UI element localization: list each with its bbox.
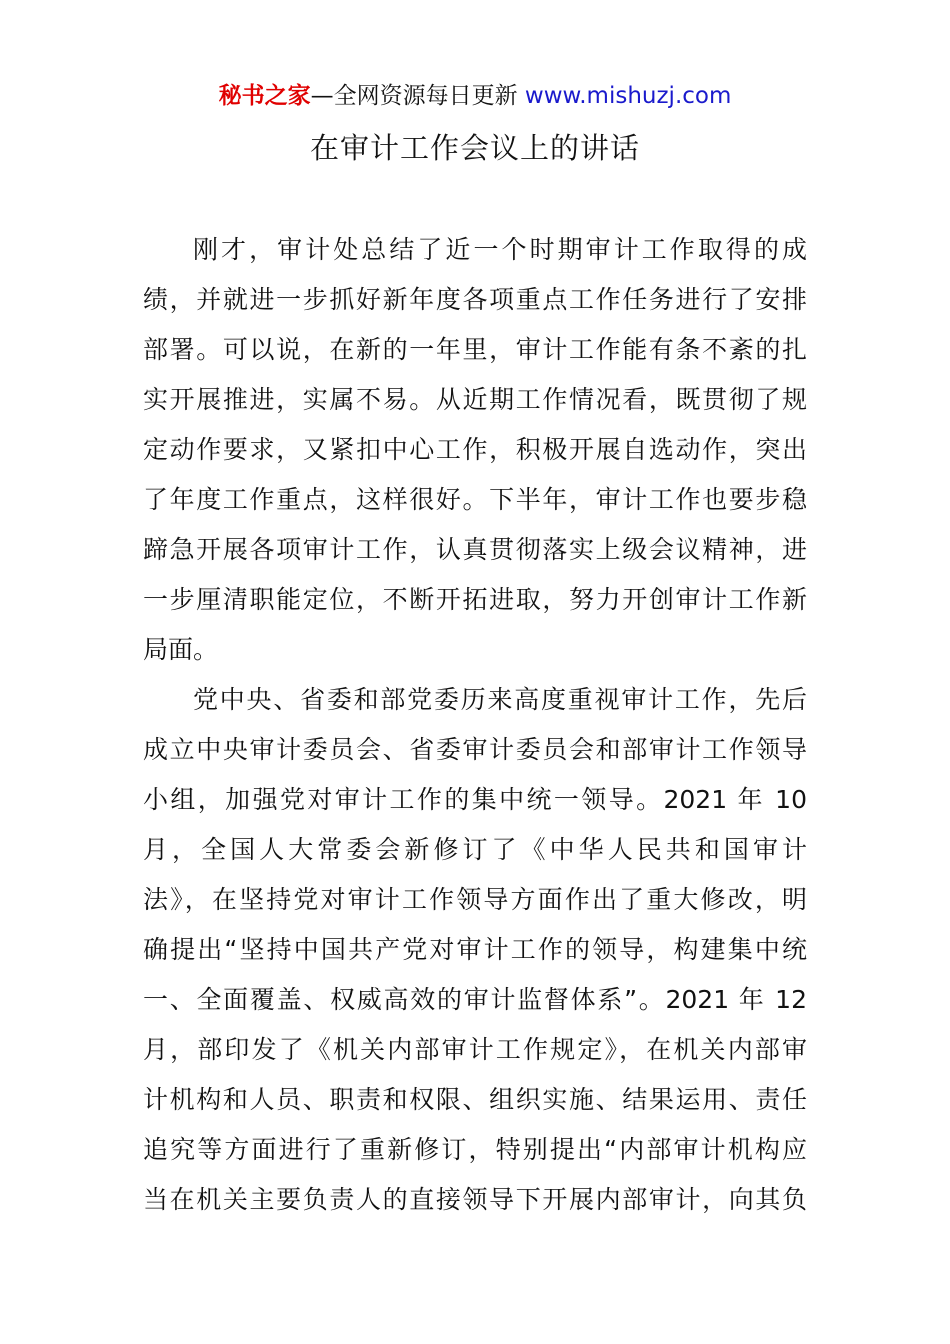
text-line: 部署。可以说，在新的一年里，审计工作能有条不紊的扎 [143, 335, 807, 364]
text-line: 定动作要求，又紧扣中心工作，积极开展自选动作，突出 [143, 435, 807, 464]
text-line: 法》，在坚持党对审计工作领导方面作出了重大修改，明 [143, 885, 807, 914]
site-tagline: —全网资源每日更新 [310, 83, 518, 109]
document-body [143, 225, 807, 1225]
text-line: 月，部印发了《机关内部审计工作规定》，在机关内部审 [143, 1035, 807, 1064]
text-line: 一步厘清职能定位，不断开拓进取，努力开创审计工作新 [143, 585, 807, 614]
text-line: 月，全国人大常委会新修订了《中华人民共和国审计 [143, 835, 807, 864]
text-line: 追究等方面进行了重新修订，特别提出“内部审计机构应 [143, 1135, 807, 1164]
text-line: 实开展推进，实属不易。从近期工作情况看，既贯彻了规 [143, 385, 807, 414]
site-url-link[interactable]: www.mishuzj.com [524, 83, 732, 109]
text-line: 局面。 [143, 635, 219, 664]
text-line: 确提出“坚持中国共产党对审计工作的领导，构建集中统 [143, 935, 807, 964]
text-line: 计机构和人员、职责和权限、组织实施、结果运用、责任 [143, 1085, 807, 1114]
document-title: 在审计工作会议上的讲话 [309, 131, 640, 165]
paragraph-2 [143, 675, 807, 1225]
text-line: 了年度工作重点，这样很好。下半年，审计工作也要步稳 [143, 485, 807, 514]
site-brand: 秘书之家 [218, 83, 311, 109]
text-line: 小组，加强党对审计工作的集中统一领导。2021 年 10 [143, 785, 807, 814]
text-line: 当在机关主要负责人的直接领导下开展内部审计，向其负 [143, 1185, 807, 1214]
text-line: 蹄急开展各项审计工作，认真贯彻落实上级会议精神，进 [143, 535, 807, 564]
site-header [0, 80, 950, 112]
text-line: 党中央、省委和部党委历来高度重视审计工作，先后 [193, 685, 807, 714]
text-line: 绩，并就进一步抓好新年度各项重点工作任务进行了安排 [143, 285, 807, 314]
paragraph-1 [143, 225, 807, 675]
text-line: 成立中央审计委员会、省委审计委员会和部审计工作领导 [143, 735, 807, 764]
text-line: 刚才，审计处总结了近一个时期审计工作取得的成 [193, 235, 807, 264]
text-line: 一、全面覆盖、权威高效的审计监督体系”。2021 年 12 [143, 985, 807, 1014]
